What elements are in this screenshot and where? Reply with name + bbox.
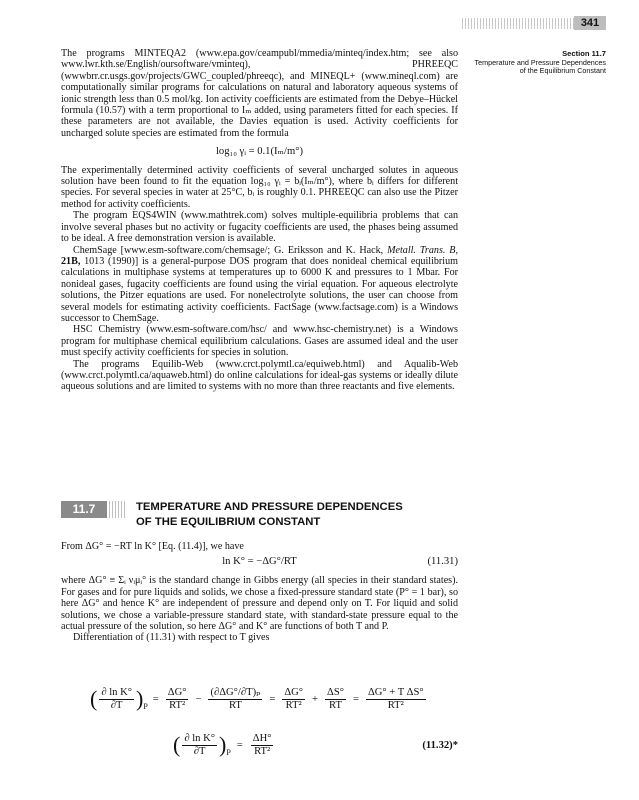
deriv-lhs: $\frac{\text{∂ ln K°}}{\partial T}$ [101, 686, 132, 711]
deriv-term4: $\frac{\Delta S^\circ}{RT}$ [327, 686, 344, 711]
chemsage-text-d: 1013 (1990)] is a general-purpose DOS program that does nonideal chemical equilibrium calculations in multiphase systems at temperatures up to 6000 K and pressures to 1 Mbar. For nonideal gases, fugacity coefficients are found using the virial equation. For aqueous electrolyte solutions, the Pitzer equations are used. For nonelectrolyte solutions, the user can choose from several models for estimating activity coefficients. FactSage (www.factsage.com) is a Windows successor to ChemSage. [61, 255, 458, 324]
chemsage-journal: Metall. Trans. B, [387, 244, 459, 256]
paragraph-minteqa2: The programs MINTEQA2 (www.epa.gov/ceampubl/mmedia/minteq/index.htm; see also www.lwr.kth.se/English/oursoftware/vminteq), PHREEQC (wwwbrr.cr.usgs.gov/projects/GWC_coupled/phreeqc), and MINEQL+ (www.mineql.com) are computationally similar programs for calculations on natural and laboratory aqueous systems of ionic strength less than 0.5 mol/kg. Ion activity coefficients are estimated from the Debye–Hückel formula (10.57) with a term proportional to Iₘ added, using parameters fitted for each species. If these parameters are not available, the Davies equation is used. Activity coefficients for uncharged solute species are estimated from the formula [61, 48, 458, 139]
equation-derivative: ( $\frac{\text{∂ ln K°}}{\partial T}$ ) $_P$ = $\frac{\Delta G^\circ}{\text{RT²}}$ − $\frac{\text{(∂ΔG°/∂T)ₚ}}{RT}$ = $\frac{\Delta G^\circ}{\text{RT²}}$ + $\frac{\Delta S^\circ}{RT}$ = $\frac{\text{ΔG° + T ΔS°}}{\text{RT²}}$ [90, 686, 424, 711]
running-head-section: Section 11.7 [562, 49, 606, 58]
chemsage-volume: 21B, [61, 255, 81, 267]
running-head-title-line1: Temperature and Pressure Dependences [474, 57, 606, 67]
paragraph-activity-coefficients: The experimentally determined activity coefficients of several uncharged solutes in aqueous solution have been found to fit the equation log₁₀ γᵢ = bᵢ(Iₘ/m°), where bᵢ differs for different species. For several species in water at 25°C, bᵢ is roughly 0.1. PHREEQC can also use the Pitzer method for activity coefficients. [61, 164, 458, 210]
deriv-term3: $\frac{\Delta G^\circ}{\text{RT²}}$ [284, 686, 304, 711]
paragraph-hsc-chemistry: HSC Chemistry (www.esm-software.com/hsc/ and www.hsc-chemistry.net) is a Windows program for multiphase chemical equilibrium calculations. Gases are assumed ideal and the user must specify activity coefficients for species in solution. [61, 324, 458, 359]
equation-11-31-body: ln K° = −ΔG°/RT [222, 556, 297, 568]
final-rhs: $\frac{\Delta H^\circ}{\text{RT²}}$ [252, 732, 272, 757]
deriv-term5: $\frac{\text{ΔG° + T ΔS°}}{\text{RT²}}$ [367, 686, 424, 711]
paragraph-differentiation: Differentiation of (11.31) with respect to T gives [73, 632, 270, 644]
deriv-term1: $\frac{\Delta G^\circ}{\text{RT²}}$ [167, 686, 187, 711]
running-head-title-line2: of the Equilibrium Constant [519, 66, 606, 76]
equation-11-32-number: (11.32)* [422, 739, 458, 751]
section-number: 11.7 [61, 501, 107, 518]
paragraph-equilib-web: The programs Equilib-Web (www.crct.polymtl.ca/equiweb.html) and Aqualib-Web (www.crct.polymtl.ca/aquaweb.html) do online calculations for ideal-gas systems or ideally dilute aqueous solutions and are limited to systems with no more than three reactants and five elements. [61, 358, 458, 393]
section-title [136, 500, 466, 529]
chemsage-text-a: ChemSage [www.esm-software.com/chemsage/; G. Eriksson and K. Hack, [73, 244, 388, 256]
paragraph-eqs4win: The program EQS4WIN (www.mathtrek.com) solves multiple-equilibria problems that can involve several phases but no activity or fugacity coefficients are used, the phases being assumed to be ideal. A free demonstration version is available. [61, 210, 458, 245]
section-title-line1: TEMPERATURE AND PRESSURE DEPENDENCES [136, 501, 403, 513]
deriv-term2: $\frac{\text{(∂ΔG°/∂T)ₚ}}{RT}$ [210, 686, 261, 711]
final-lhs: $\frac{\text{∂ ln K°}}{\partial T}$ [184, 732, 215, 757]
paragraph-intro: From ΔG° = −RT ln K° [Eq. (11.4)], we have [61, 541, 244, 552]
upper-body [61, 48, 458, 393]
equation-log-gamma: log₁₀ γᵢ = 0.1(Iₘ/m°) [215, 146, 303, 158]
equation-11-31 [61, 556, 458, 571]
paragraph-standard-state: where ΔG° ≡ Σᵢ νᵢμᵢ° is the standard change in Gibbs energy (all species in their standard states). For gases and for pure liquids and solids, we chose a fixed-pressure standard state (P° = 1 bar), so here ΔG° and hence K° are independent of pressure and depend only on T. For liquid and solid solutions, we chose a variable-pressure standard state, with standard-state pressure equal to the actual pressure of the solution, so here ΔG° and K° are functions of both T and P. [61, 575, 458, 633]
section-title-line2: OF THE EQUILIBRIUM CONSTANT [136, 515, 321, 528]
running-head [440, 50, 606, 76]
section-body [61, 541, 458, 644]
paragraph-chemsage [61, 245, 458, 325]
equation-11-32: ( $\frac{\text{∂ ln K°}}{\partial T}$ ) $_P$ = $\frac{\Delta H^\circ}{\text{RT²}}$ (11.32)* [173, 732, 458, 757]
page-number: 341 [574, 16, 606, 30]
equation-11-31-number: (11.31) [427, 556, 458, 568]
